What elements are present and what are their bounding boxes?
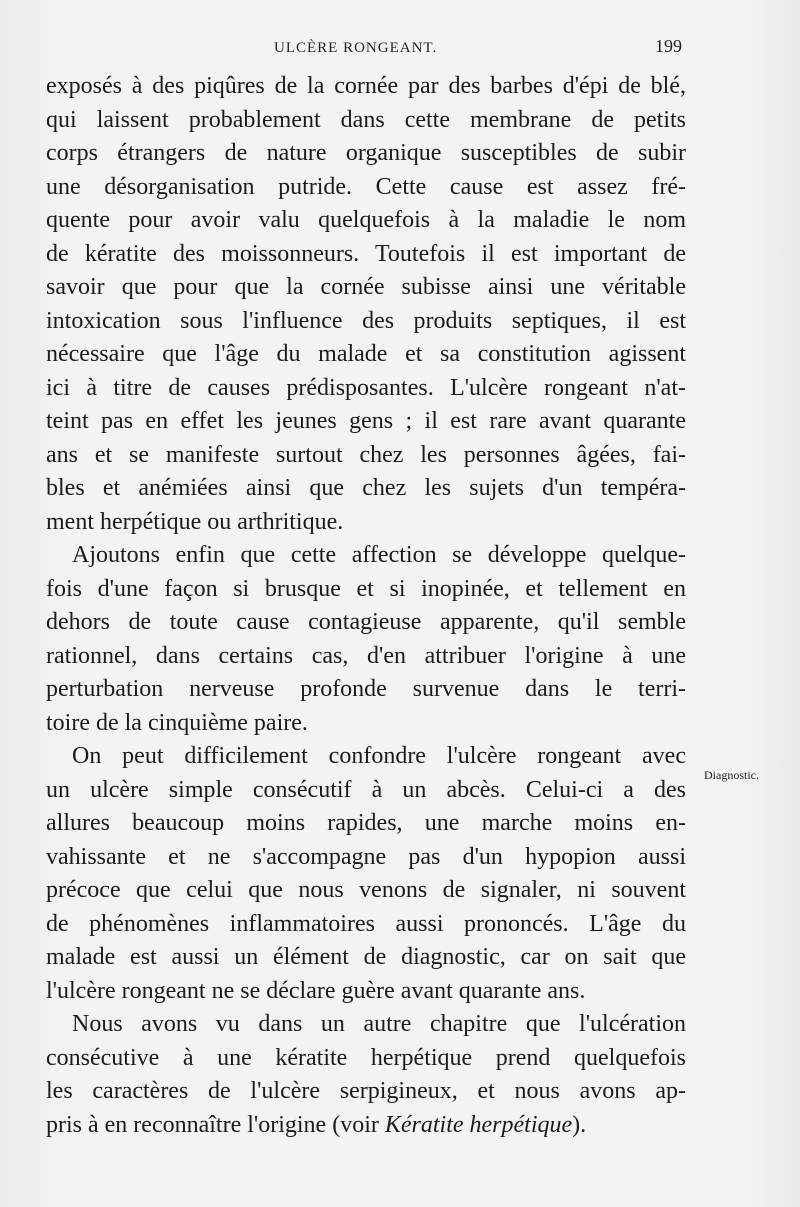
- final-line-start: pris à en reconnaître l'origine (voir: [46, 1111, 385, 1138]
- text-line: nécessaire que l'âge du malade et sa constitution agissent: [46, 341, 686, 367]
- paragraph-1: [46, 70, 686, 539]
- text-line: de phénomènes inflammatoires aussi prononcés. L'âge du: [46, 910, 686, 937]
- text-line: Ajoutons enfin que cette affection se développe quelque-: [72, 542, 686, 568]
- text-line: dehors de toute cause contagieuse apparente, qu'il semble: [46, 609, 686, 635]
- running-title: ULCÈRE RONGEANT.: [274, 40, 438, 56]
- text-line: corps étrangers de nature organique susceptibles de subir: [46, 140, 686, 166]
- text-line: malade est aussi un élément de diagnostic, car on sait que: [46, 944, 686, 970]
- text-line: vahissante et ne s'accompagne pas d'un hypopion aussi: [46, 843, 686, 870]
- text-line: l'ulcère rongeant ne se déclare guère avant quarante ans.: [46, 977, 586, 1004]
- body-text: [46, 70, 686, 1142]
- text-line: qui laissent probablement dans cette membrane de petits: [46, 106, 686, 133]
- text-line-final: [46, 1109, 686, 1143]
- text-line: On peut difficilement confondre l'ulcère rongeant avec: [72, 743, 686, 769]
- text-line: les caractères de l'ulcère serpigineux, et nous avons ap-: [46, 1078, 686, 1104]
- paragraph-3: [46, 740, 686, 1008]
- text-line: quente pour avoir valu quelquefois à la maladie le nom: [46, 207, 686, 233]
- text-line: rationnel, dans certains cas, d'en attribuer l'origine à une: [46, 642, 686, 669]
- paragraph-4: [46, 1008, 686, 1142]
- text-line: un ulcère simple consécutif à un abcès. Celui-ci a des: [46, 776, 686, 803]
- text-line: intoxication sous l'influence des produits septiques, il est: [46, 307, 686, 334]
- margin-note-diagnostic: Diagnostic.: [704, 768, 759, 782]
- text-line: perturbation nerveuse profonde survenue dans le terri-: [46, 676, 686, 702]
- text-line: précoce que celui que nous venons de signaler, ni souvent: [46, 877, 686, 903]
- text-line: teint pas en effet les jeunes gens ; il est rare avant quarante: [46, 408, 686, 434]
- text-line: ici à titre de causes prédisposantes. L'ulcère rongeant n'at-: [46, 374, 686, 401]
- page-number: 199: [655, 36, 682, 56]
- cross-reference: Kératite herpétique: [384, 1111, 573, 1138]
- text-line: exposés à des piqûres de la cornée par des barbes d'épi de blé,: [46, 73, 686, 99]
- text-line: Nous avons vu dans un autre chapitre que l'ulcération: [72, 1011, 686, 1037]
- text-line: ans et se manifeste surtout chez les personnes âgées, fai-: [46, 441, 686, 468]
- final-line-end: ).: [572, 1111, 587, 1138]
- text-line: allures beaucoup moins rapides, une marche moins en-: [46, 810, 686, 836]
- running-head: [46, 36, 686, 62]
- text-line: une désorganisation putride. Cette cause est assez fré-: [46, 173, 686, 200]
- text-line: de kératite des moissonneurs. Toutefois il est important de: [46, 240, 686, 267]
- text-line: consécutive à une kératite herpétique prend quelquefois: [46, 1044, 686, 1071]
- text-line: savoir que pour que la cornée subisse ainsi une véritable: [46, 274, 686, 300]
- text-line: fois d'une façon si brusque et si inopinée, et tellement en: [46, 575, 686, 602]
- paragraph-2: [46, 539, 686, 740]
- text-line: toire de la cinquième paire.: [46, 709, 308, 736]
- text-line: bles et anémiées ainsi que chez les sujets d'un tempéra-: [46, 475, 686, 501]
- text-line: ment herpétique ou arthritique.: [46, 508, 344, 535]
